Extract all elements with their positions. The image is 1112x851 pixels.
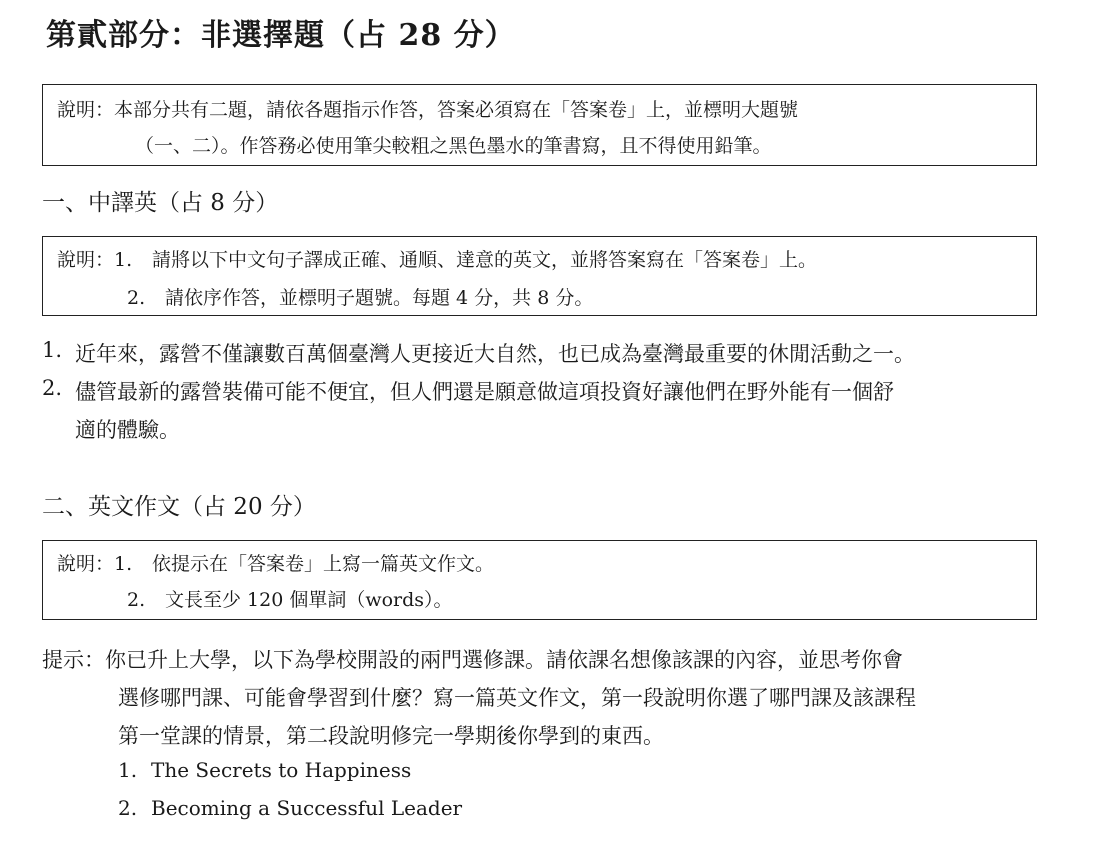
general-instructions-line-2: （一、二）。作答務必使用筆尖較粗之黑色墨水的筆書寫，且不得使用鉛筆。 — [135, 135, 772, 157]
instructions-text: 本部分共有二題，請依各題指示作答，答案必須寫在「答案卷」上，並標明大題號 — [114, 99, 799, 121]
section-2-title: 二、英文作文（占 20 分） — [42, 494, 316, 520]
hint-label: 提示： — [42, 648, 105, 672]
section-2-instructions-box — [42, 540, 1037, 620]
instructions-label: 說明： — [57, 553, 115, 575]
exam-page: 第貳部分：非選擇題（占 28 分） 說明：本部分共有二題，請依各題指示作答，答案必須寫在「答案卷」上，並標明大題號 （一、二）。作答務必使用筆尖較粗之黑色墨水的筆書寫，且不得使用鉛筆。 一、中譯英（占 8 分） 說明：1. 請將以下中文句子譯成正確、通順、達意的英文，並將答案寫在「答案卷」上。 2. 請依序作答，並標明子題號。每題 4 分，共 8 分。 1. 近年來，露營不僅讓數百萬個臺灣人更接近大自然，也已成為臺灣最重要的休閒活動之一。 2. 儘管最新的露營裝備可能不便宜，但人們還是願意做這項投資好讓他們在野外能有一個舒 適的體驗。 二、英文作文（占 20 分） 說明：1. 依提示在「答案卷」上寫一篇英文作文。 2. 文長至少 120 個單詞（words）。 提示：你已升上大學，以下為學校開設的兩門選修課。請依課名想像該課的內容，並思考你會 選修哪門課、可能會學習到什麼？寫一篇英文作文，第一段說明你選了哪門課及該課程 第一堂課的情景，第二段說明修完一學期後你學到的東西。 1. The Secrets to Happiness 2. Becoming a Successful Leader — [0, 0, 1112, 851]
instructions-label: 說明： — [57, 99, 115, 121]
general-instructions-line-1 — [57, 95, 798, 122]
part-title: 第貳部分：非選擇題（占 28 分） — [46, 18, 516, 53]
section-1-instruction-1: 說明：1. 請將以下中文句子譯成正確、通順、達意的英文，並將答案寫在「答案卷」上。 — [57, 245, 817, 272]
instructions-label: 說明： — [57, 249, 115, 271]
essay-hint-line-1: 提示：你已升上大學，以下為學校開設的兩門選修課。請依課名想像該課的內容，並思考你會 — [42, 648, 903, 672]
section-2-instruction-2: 2. 文長至少 120 個單詞（words）。 — [127, 589, 453, 611]
section-1-instruction-2: 2. 請依序作答，並標明子題號。每題 4 分，共 8 分。 — [127, 287, 594, 309]
section-1-instructions-box — [42, 236, 1037, 316]
essay-hint-line-2: 選修哪門課、可能會學習到什麼？寫一篇英文作文，第一段說明你選了哪門課及該課程 — [118, 686, 916, 710]
section-1-title: 一、中譯英（占 8 分） — [42, 190, 279, 216]
essay-hint-line-3: 第一堂課的情景，第二段說明修完一學期後你學到的東西。 — [118, 724, 664, 748]
section-2-instruction-1: 說明：1. 依提示在「答案卷」上寫一篇英文作文。 — [57, 549, 494, 576]
general-instructions-box — [42, 84, 1037, 166]
